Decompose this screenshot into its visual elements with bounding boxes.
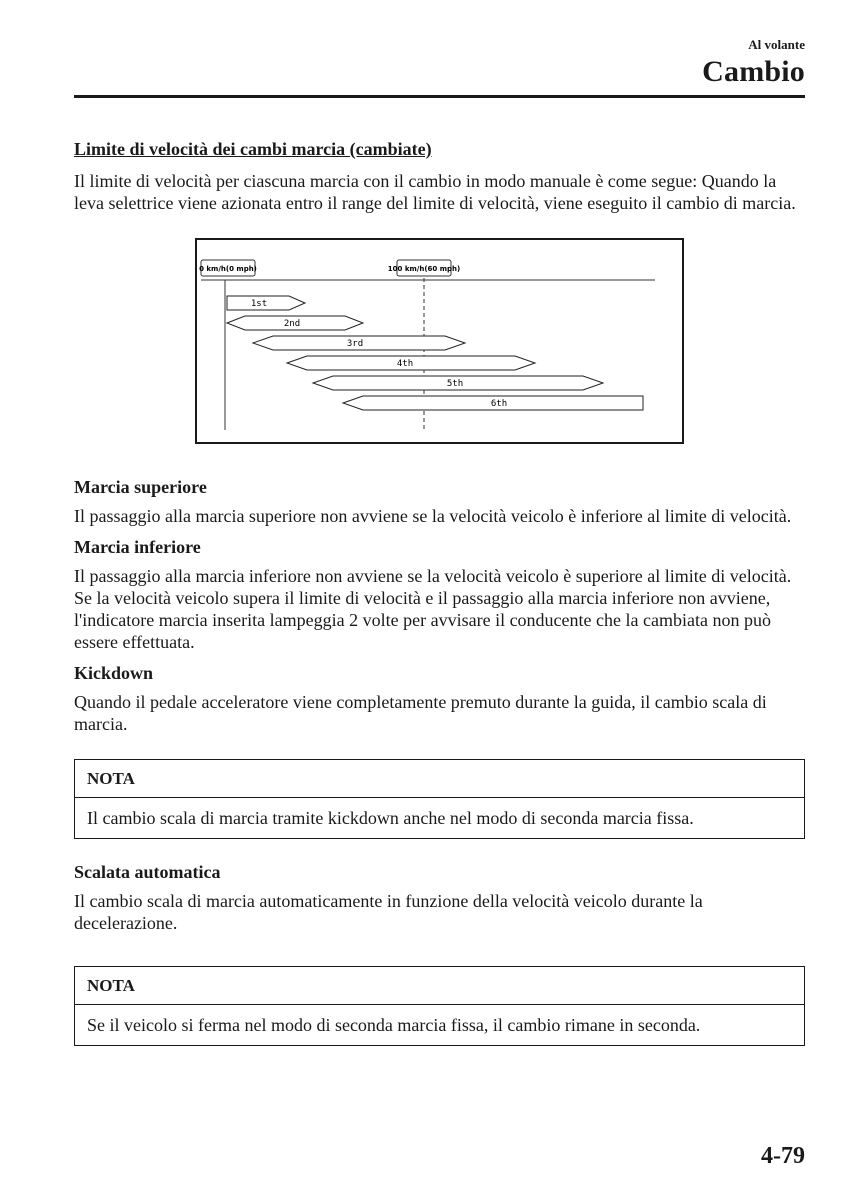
- note-heading: NOTA: [75, 967, 804, 1005]
- speed-limit-title: Limite di velocità dei cambi marcia (cambiate): [74, 139, 432, 159]
- note-box-stop: [74, 966, 805, 1046]
- kickdown-title: Kickdown: [74, 663, 154, 683]
- page-title: Cambio: [702, 55, 805, 88]
- section-label: Al volante: [748, 37, 805, 52]
- page-content: [74, 138, 805, 1046]
- kickdown-text: Quando il pedale acceleratore viene completamente premuto durante la guida, il cambio scala di marcia.: [74, 692, 767, 734]
- note-heading: NOTA: [75, 760, 804, 798]
- auto-downshift-title: Scalata automatica: [74, 862, 221, 882]
- hundred-speed-label: 100 km/h(60 mph): [387, 265, 461, 273]
- gear-speed-diagram: [195, 238, 684, 444]
- gear-label-3rd: 3rd: [346, 339, 364, 349]
- gear-label-4th: 4th: [396, 359, 414, 369]
- note-text: Il cambio scala di marcia tramite kickdown anche nel modo di seconda marcia fissa.: [87, 808, 694, 828]
- gear-label-5th: 5th: [446, 379, 464, 389]
- page-number: 4-79: [761, 1143, 805, 1169]
- note-box-kickdown: [74, 759, 805, 839]
- zero-speed-label: 0 km/h(0 mph): [199, 265, 257, 273]
- auto-downshift-text: Il cambio scala di marcia automaticamente in funzione della velocità veicolo durante la decelerazione.: [74, 891, 703, 933]
- downshift-text-1: Il passaggio alla marcia inferiore non avviene se la velocità veicolo è superiore al limite di velocità.: [74, 566, 792, 586]
- note-text: Se il veicolo si ferma nel modo di seconda marcia fissa, il cambio rimane in seconda.: [87, 1015, 701, 1035]
- downshift-text-2: Se la velocità veicolo supera il limite di velocità e il passaggio alla marcia inferiore non avviene, l'indicatore marcia inserita lampeggia 2 volte per avvisare il conducente che la cambiata non può essere effettuata.: [74, 588, 771, 652]
- upshift-title: Marcia superiore: [74, 477, 207, 497]
- upshift-text: Il passaggio alla marcia superiore non avviene se la velocità veicolo è inferiore al limite di velocità.: [74, 506, 792, 526]
- downshift-title: Marcia inferiore: [74, 537, 201, 557]
- gear-label-1st: 1st: [250, 299, 268, 309]
- gear-label-2nd: 2nd: [283, 319, 301, 329]
- header-divider: [74, 95, 805, 98]
- gear-speed-svg: [197, 240, 686, 446]
- speed-limit-text: Il limite di velocità per ciascuna marcia con il cambio in modo manuale è come segue: Quando la leva selettrice viene azionata entro il range del limite di velocità, viene eseguito il cambio di marcia.: [74, 171, 796, 213]
- gear-label-6th: 6th: [490, 399, 508, 409]
